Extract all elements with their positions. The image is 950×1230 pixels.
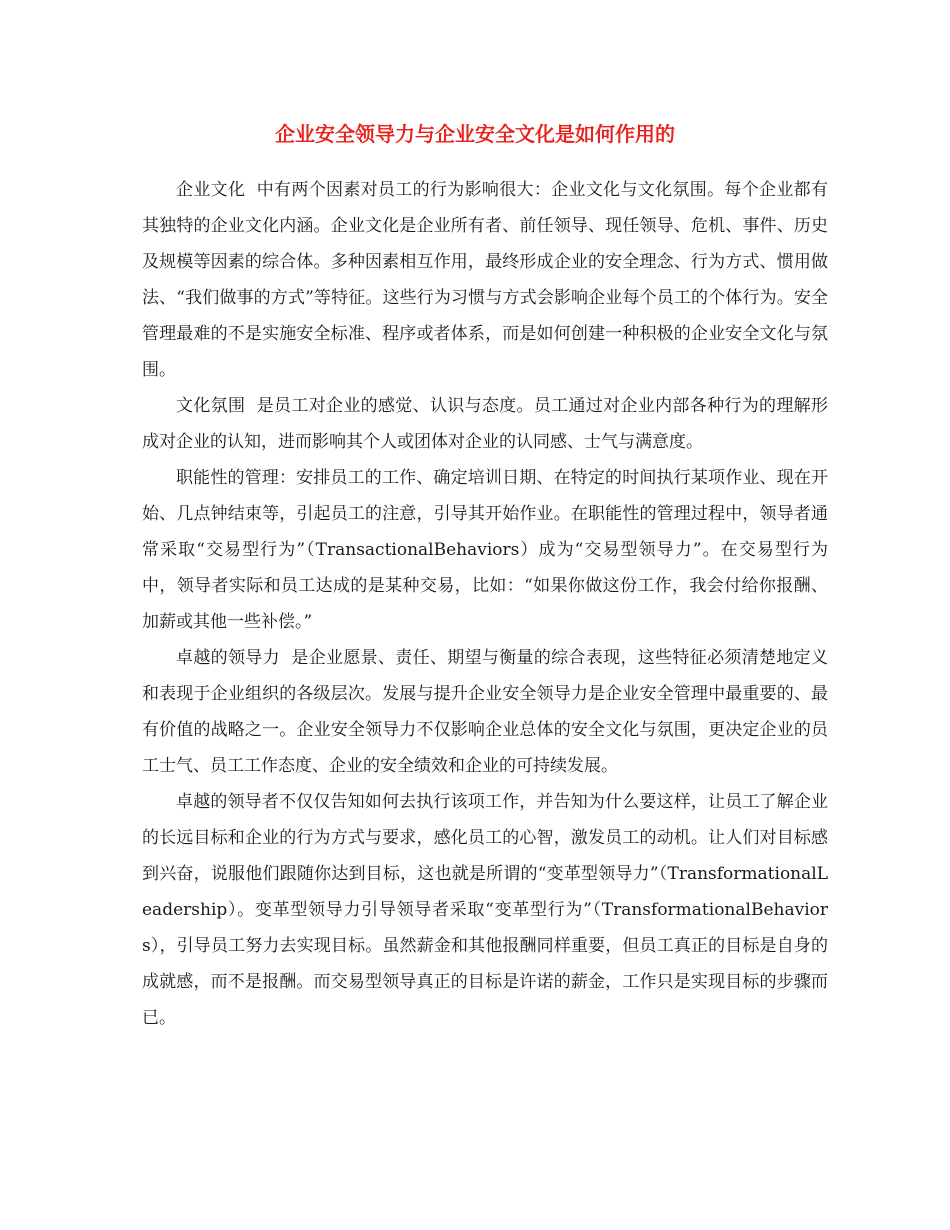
paragraph-text: 是员工对企业的感觉、认识与态度。员工通过对企业内部各种行为的理解形成对企业的认知，进而影响其个人或团体对企业的认同感、士气与满意度。 — [142, 396, 828, 452]
document-title: 企业安全领导力与企业安全文化是如何作用的 — [275, 122, 675, 146]
paragraph-cultural-climate — [142, 388, 828, 460]
paragraph-text: 中有两个因素对员工的行为影响很大：企业文化与文化氛围。每个企业都有其独特的企业文化内涵。企业文化是企业所有者、前任领导、现任领导、危机、事件、历史及规模等因素的综合体。多种因素相互作用，最终形成企业的安全理念、行为方式、惯用做法、“我们做事的方式”等特征。这些行为习惯与方式会影响企业每个员工的个体行为。安全管理最难的不是实施安全标准、程序或者体系，而是如何创建一种积极的企业安全文化与氛围。 — [142, 180, 828, 380]
paragraph-text: 是企业愿景、责任、期望与衡量的综合表现，这些特征必须清楚地定义和表现于企业组织的各级层次。发展与提升企业安全领导力是企业安全管理中最重要的、最有价值的战略之一。企业安全领导力不仅影响企业总体的安全文化与氛围，更决定企业的员工士气、员工工作态度、企业的安全绩效和企业的可持续发展。 — [142, 648, 828, 776]
paragraph-lead-term: 文化氛围 — [176, 396, 257, 416]
paragraph-corporate-culture — [142, 172, 828, 388]
document-body — [142, 172, 828, 1036]
paragraph-lead-term: 企业文化 — [176, 180, 257, 200]
paragraph-text: 职能性的管理：安排员工的工作、确定培训日期、在特定的时间执行某项作业、现在开始、几点钟结束等，引起员工的注意，引导其开始作业。在职能性的管理过程中，领导者通常采取“交易型行为”（TransactionalBehaviors）成为“交易型领导力”。在交易型行为中，领导者实际和员工达成的是某种交易，比如：“如果你做这份工作，我会付给你报酬、加薪或其他一些补偿。” — [142, 468, 828, 632]
paragraph-text: 卓越的领导者不仅仅告知如何去执行该项工作，并告知为什么要这样，让员工了解企业的长远目标和企业的行为方式与要求，感化员工的心智，激发员工的动机。让人们对目标感到兴奋，说服他们跟随你达到目标，这也就是所谓的“变革型领导力”（TransformationalLeadership）。变革型领导力引导领导者采取“变革型行为”（TransformationalBehaviors），引导员工努力去实现目标。虽然薪金和其他报酬同样重要，但员工真正的目标是自身的成就感，而不是报酬。而交易型领导真正的目标是许诺的薪金，工作只是实现目标的步骤而已。 — [142, 792, 828, 1028]
paragraph-excellent-leadership — [142, 640, 828, 784]
paragraph-functional-management — [142, 460, 828, 640]
paragraph-lead-term: 卓越的领导力 — [176, 648, 292, 668]
paragraph-transformational-leadership — [142, 784, 828, 1036]
